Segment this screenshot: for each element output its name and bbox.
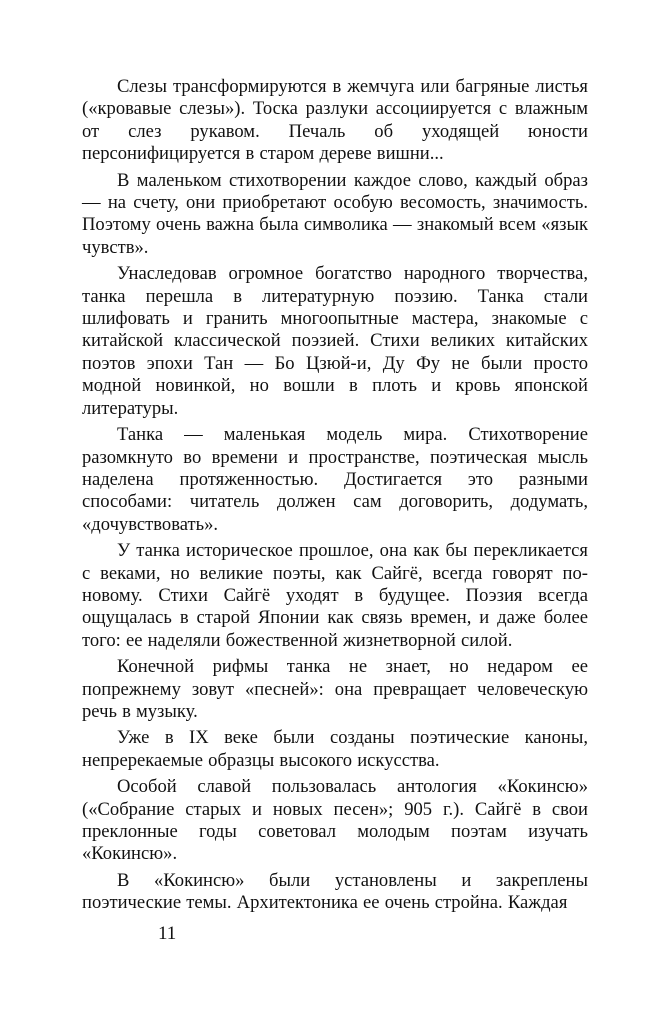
paragraph-5: У танка историческое прошлое, она как бы перекликается с веками, но великие поэты, как Сайгё, всегда говорят по-новому. Стихи Сайгё уходят в будущее. Поэзия всегда ощущалась в старой Японии как связь времен, и даже более того: ее наделяли божественной жизнетворной силой. xyxy=(82,540,588,651)
paragraph-6: Конечной рифмы танка не знает, но недаром ее попрежнему зовут «песней»: она превращает человеческую речь в музыку. xyxy=(82,656,588,722)
paragraph-3: Унаследовав огромное богатство народного творчества, танка перешла в литературную поэзию. Танка стали шлифовать и гранить многоопытные мастера, знакомые с китайской классической поэзией. Стихи великих китайских поэтов эпохи Тан — Бо Цзюй-и, Ду Фу не были просто модной новинкой, но вошли в плоть и кровь японской литературы. xyxy=(82,263,588,419)
page-number: 11 xyxy=(158,923,177,944)
paragraph-4: Танка — маленькая модель мира. Стихотворение разомкнуто во времени и пространстве, поэтическая мысль наделена протяженностью. Достигается это разными способами: читатель должен сам договорить, додумать, «дочувствовать». xyxy=(82,424,588,535)
paragraph-2: В маленьком стихотворении каждое слово, каждый образ — на счету, они приобретают особую весомость, значимость. Поэтому очень важна была символика — знакомый всем «язык чувств». xyxy=(82,169,588,258)
paragraph-8: Особой славой пользовалась антология «Кокинсю» («Собрание старых и новых песен»; 905 г.). Сайгё в свои преклонные годы советовал молодым поэтам изучать «Кокинсю». xyxy=(82,776,588,865)
page-body xyxy=(82,76,588,915)
paragraph-9: В «Кокинсю» были установлены и закреплены поэтические темы. Архитектоника ее очень стройна. Каждая xyxy=(82,869,588,914)
paragraph-7: Уже в IX веке были созданы поэтические каноны, непререкаемые образцы высокого искусства. xyxy=(82,727,588,771)
paragraph-1: Слезы трансформируются в жемчуга или багряные листья («кровавые слезы»). Тоска разлуки ассоциируется с влажным от слез рукавом. Печаль об уходящей юности персонифицируется в старом дереве вишни... xyxy=(82,76,588,165)
